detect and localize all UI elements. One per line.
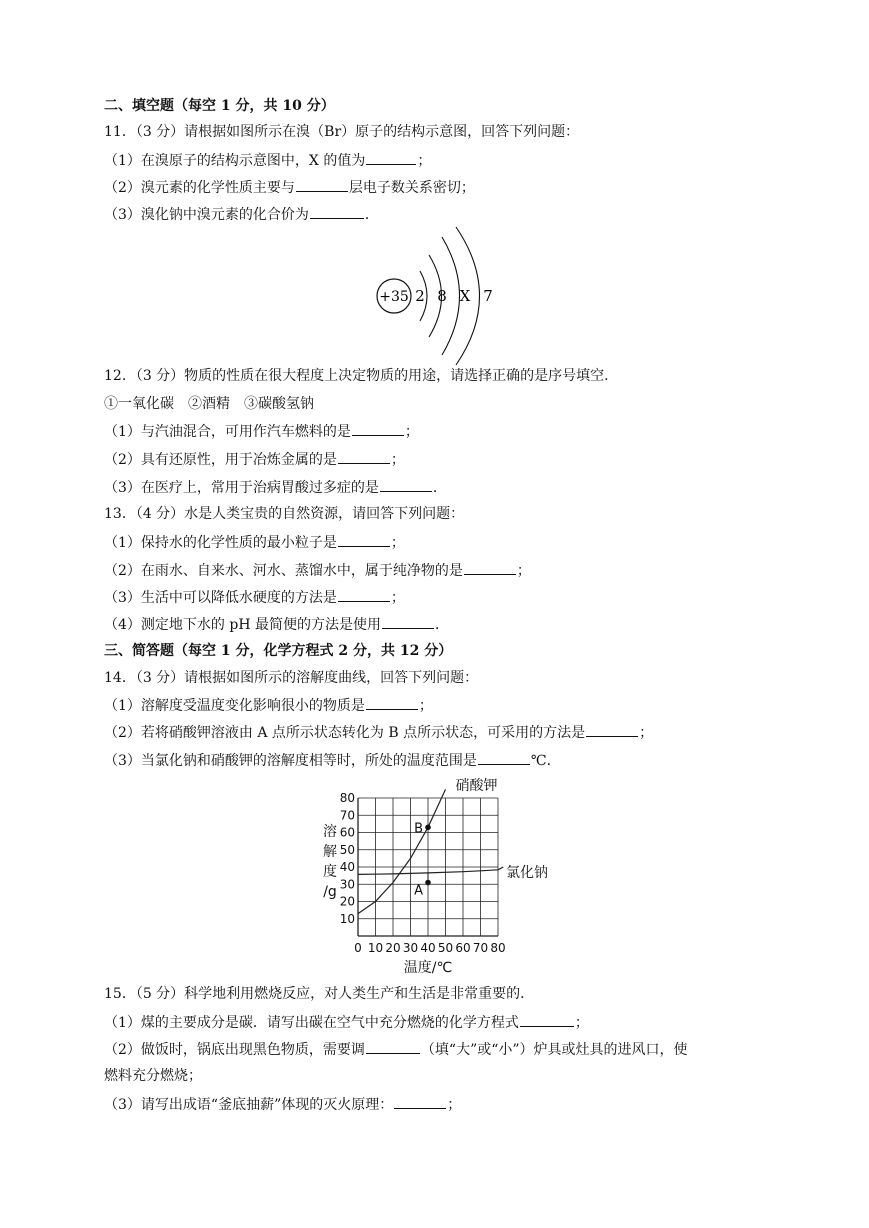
y-tick-label: 70 xyxy=(339,808,355,823)
shell-electron-count: 2 xyxy=(415,287,425,305)
question-11-part-3: （3）溴化钠中溴元素的化合价为 ． xyxy=(104,204,379,225)
y-tick-label: 60 xyxy=(339,825,355,840)
answer-blank[interactable] xyxy=(586,722,638,737)
question-11-part-1: （1）在溴原子的结构示意图中，X 的值为 ； xyxy=(104,150,431,171)
atom-structure-diagram xyxy=(370,225,510,367)
solubility-curve xyxy=(358,867,503,874)
question-11-stem: 11．（3 分）请根据如图所示在溴（Br）原子的结构示意图，回答下列问题： xyxy=(104,124,580,140)
answer-blank[interactable] xyxy=(338,449,390,464)
y-tick-label: 40 xyxy=(339,860,355,874)
question-12-stem: 12．（3 分）物质的性质在很大程度上决定物质的用途，请选择正确的是序号填空． xyxy=(104,368,619,384)
answer-blank[interactable] xyxy=(394,1094,446,1109)
y-tick-label: 10 xyxy=(339,911,355,926)
point-label: A xyxy=(414,883,423,899)
question-15-stem: 15．（5 分）科学地利用燃烧反应，对人类生产和生活是非常重要的． xyxy=(104,986,535,1002)
question-11-part-2: （2）溴元素的化学性质主要与 层电子数关系密切； xyxy=(104,177,475,198)
y-axis-label: /g xyxy=(323,884,337,900)
x-tick-label: 40 xyxy=(420,941,436,955)
answer-blank[interactable] xyxy=(310,204,364,219)
question-15-part-2-continued: 燃料充分燃烧； xyxy=(104,1068,202,1084)
question-13-part-1: （1）保持水的化学性质的最小粒子是 ； xyxy=(104,532,405,553)
answer-blank[interactable] xyxy=(478,750,530,765)
y-axis-label: 溶 xyxy=(323,824,337,840)
y-tick-label: 20 xyxy=(339,894,355,909)
question-13-stem: 13．（4 分）水是人类宝贵的自然资源，请回答下列问题： xyxy=(104,506,465,522)
answer-blank[interactable] xyxy=(464,560,516,575)
question-15-part-1: （1）煤的主要成分是碳．请写出碳在空气中充分燃烧的化学方程式 ； xyxy=(104,1012,589,1033)
series-label: 氯化钠 xyxy=(506,865,548,882)
shell-electron-count: X xyxy=(459,287,471,305)
question-15-part-3: （3）请写出成语“釜底抽薪”体现的灭火原理： ； xyxy=(104,1094,461,1115)
question-12-part-3: （3）在医疗上，常用于治病胃酸过多症的是 ． xyxy=(104,477,447,498)
question-14-part-1: （1）溶解度受温度变化影响很小的物质是 ； xyxy=(104,695,433,716)
solubility-curve xyxy=(358,789,446,913)
x-tick-label: 30 xyxy=(402,941,419,955)
series-label: 硝酸钾 xyxy=(455,778,498,794)
solubility-chart xyxy=(310,776,560,976)
data-point xyxy=(425,825,431,831)
x-tick-label: 70 xyxy=(472,941,489,955)
answer-blank[interactable] xyxy=(520,1012,574,1027)
x-tick-label: 60 xyxy=(455,941,471,955)
x-tick-label: 20 xyxy=(385,941,401,955)
shell-electron-count: 8 xyxy=(437,287,447,305)
nucleus-charge: +35 xyxy=(379,289,409,305)
answer-blank[interactable] xyxy=(296,177,348,192)
answer-blank[interactable] xyxy=(338,532,390,547)
question-13-part-3: （3）生活中可以降低水硬度的方法是 ； xyxy=(104,587,405,608)
question-12-part-2: （2）具有还原性，用于冶炼金属的是 ； xyxy=(104,449,405,470)
answer-blank[interactable] xyxy=(382,614,434,629)
question-14-stem: 14．（3 分）请根据如图所示的溶解度曲线，回答下列问题： xyxy=(104,670,479,686)
y-tick-label: 80 xyxy=(339,791,355,805)
question-14-part-2: （2）若将硝酸钾溶液由 A 点所示状态转化为 B 点所示状态，可采用的方法是 ； xyxy=(104,722,653,743)
section-heading: 二、填空题（每空 1 分，共 10 分） xyxy=(104,98,335,114)
question-13-part-2: （2）在雨水、自来水、河水、蒸馏水中，属于纯净物的是 ； xyxy=(104,560,531,581)
section-heading: 三、简答题（每空 1 分，化学方程式 2 分，共 12 分） xyxy=(104,643,453,659)
y-tick-label: 30 xyxy=(339,877,355,892)
x-tick-label: 10 xyxy=(367,941,384,955)
y-axis-label: 度 xyxy=(323,864,337,880)
question-14-part-3: （3）当氯化钠和硝酸钾的溶解度相等时，所处的温度范围是 ℃． xyxy=(104,750,561,771)
question-12-options: ①一氧化碳 ②酒精 ③碳酸氢钠 xyxy=(104,396,314,412)
y-tick-label: 50 xyxy=(339,842,355,857)
x-axis-label: 温度/℃ xyxy=(403,960,453,976)
point-label: B xyxy=(414,821,423,837)
y-axis-label: 解 xyxy=(323,844,337,860)
x-tick-label: 50 xyxy=(437,941,454,955)
shell-electron-count: 7 xyxy=(483,287,493,305)
question-13-part-4: （4）测定地下水的 pH 最简便的方法是使用 ． xyxy=(104,614,449,635)
question-12-part-1: （1）与汽油混合，可用作汽车燃料的是 ； xyxy=(104,421,419,442)
x-tick-label: 0 xyxy=(354,941,362,955)
answer-blank[interactable] xyxy=(366,150,416,165)
answer-blank[interactable] xyxy=(380,477,432,492)
question-15-part-2: （2）做饭时，锅底出现黑色物质，需要调 （填“大”或“小”）炉具或灶具的进风口，使 xyxy=(104,1039,688,1060)
data-point xyxy=(425,880,431,886)
answer-blank[interactable] xyxy=(352,421,404,436)
answer-blank[interactable] xyxy=(366,1039,420,1054)
x-tick-label: 80 xyxy=(490,941,506,955)
answer-blank[interactable] xyxy=(338,587,390,602)
answer-blank[interactable] xyxy=(366,695,418,710)
